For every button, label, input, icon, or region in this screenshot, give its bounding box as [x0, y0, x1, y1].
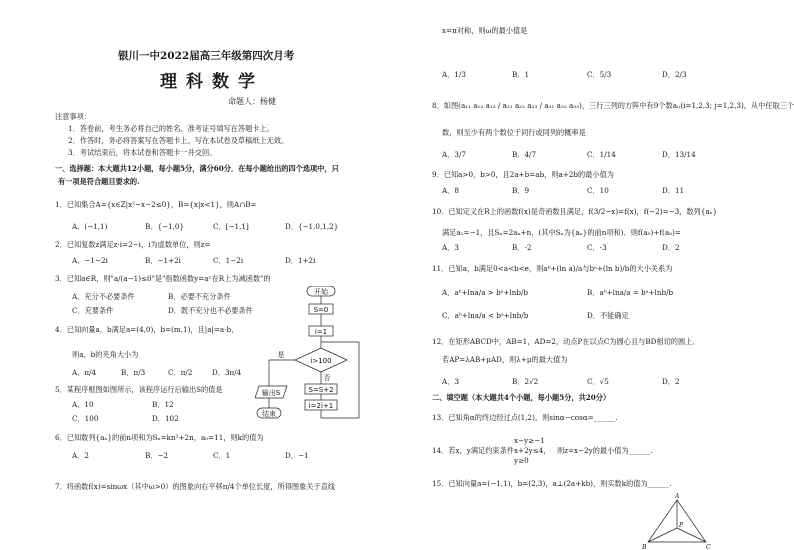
q4-option-c: C．π/2: [168, 368, 193, 377]
flow-condition-label: i>100: [310, 357, 332, 365]
question-13: 13．已知角α的终边经过点(1,2)，则sinα−cosα=______.: [432, 413, 618, 422]
note-2: 2．作答时，务必将答案写在答题卡上。写在本试卷及草稿纸上无效。: [68, 136, 289, 145]
q1-option-d: D．{−1,0,1,2}: [285, 222, 339, 231]
question-7-cont: x=π对称，则ω的最小值是: [442, 26, 528, 35]
q6-option-a: A．2: [72, 451, 89, 460]
flow-end-label: 结束: [262, 410, 276, 418]
q12-option-c: C．√5: [587, 377, 609, 386]
q7-option-d: D．2/3: [662, 70, 687, 79]
q14-constraint-1: x−y≥−1: [514, 436, 545, 445]
q3-option-c: C．充要条件: [72, 306, 114, 315]
question-10-cont: 满足a₁=−1，且Sₙ=2aₙ+n，(其中Sₙ为{aₙ}的前n项和)．则f(a₅)+f(a₆)=: [442, 228, 681, 237]
q1-option-c: C．[−1,1]: [213, 222, 249, 231]
q10-option-d: D．2: [662, 243, 680, 252]
question-9: 9．已知a>0，b>0，且2a+b=ab，则a+2b的最小值为: [432, 170, 614, 179]
q3-option-b: B．必要不充分条件: [168, 292, 231, 301]
question-12-cont: 若AP=λAB+μAD，则λ+μ的最大值为: [442, 355, 568, 364]
q9-option-a: A．8: [442, 186, 459, 195]
vertex-a-label: A: [675, 493, 680, 500]
question-5: 5．某程序框图如图所示，该程序运行后输出S的值是: [55, 385, 223, 394]
question-1: 1．已知集合A={x∈Z|x²−x−2≤0}，B={x|x<1}，则A∩B=: [55, 200, 257, 209]
right-column: [397, 0, 794, 550]
q11-option-b: B．aᵇ+lna/a = bᵃ+lnb/b: [587, 288, 674, 297]
q1-option-a: A．(−1,1): [72, 222, 108, 231]
flow-init-i-label: i=1: [314, 328, 328, 336]
q8-option-d: D．13/14: [662, 150, 696, 159]
q10-option-a: A．3: [442, 243, 459, 252]
flow-update-s-label: S=S+2: [308, 386, 334, 394]
q7-option-a: A．1/3: [442, 70, 466, 79]
q1-option-b: B．{−1,0}: [145, 222, 185, 231]
question-15: 15．已知向量a=(−1,1)，b=(2,3)，a⊥(2a+kb)，则实数k的值为______.: [432, 479, 672, 488]
question-8-cont: 数，则至少有两个数位于同行或同列的概率是: [442, 128, 586, 137]
q3-option-d: D．既不充分也不必要条件: [168, 306, 253, 315]
triangle-figure: [642, 492, 712, 550]
q12-option-a: A．3: [442, 377, 459, 386]
q14-constraint-2: x+2y≤4，: [514, 446, 551, 455]
school-title: 银川一中2022届高三年级第四次月考: [118, 50, 295, 62]
question-6: 6．已知数列{aₙ}的前n项和为Sₙ=kn²+2n，a₅=11，则k的值为: [55, 433, 264, 442]
q5-option-a: A．10: [72, 400, 94, 409]
flow-yes-label: 是: [277, 351, 285, 359]
q2-option-a: A．−1−2i: [72, 256, 108, 265]
q6-option-c: C．1: [213, 451, 231, 460]
q10-option-b: B．-2: [512, 243, 532, 252]
point-p-label: P: [679, 522, 684, 529]
q6-option-d: D．−1: [285, 451, 309, 460]
subject-title: 理科数学: [160, 72, 264, 92]
flow-start-label: 开始: [314, 288, 328, 296]
question-14-pre: 14．若x，y满足约束条件: [432, 446, 514, 455]
flow-update-i-label: i=2i+1: [308, 402, 334, 410]
q9-option-d: D．11: [662, 186, 685, 195]
question-7: 7．将函数f(x)=sinωx（其中ω>0）的图象向右平移π/4个单位长度，所得图象关于直线: [55, 482, 336, 491]
q8-option-c: C．1/14: [587, 150, 616, 159]
note-3: 3．考试结束后，将本试卷和答题卡一并交回。: [68, 148, 217, 157]
q2-option-b: B．−1+2i: [145, 256, 181, 265]
q4-option-b: B．π/3: [121, 368, 146, 377]
flow-init-s-label: S=0: [313, 306, 329, 314]
q11-option-c: C．aᵇ+lna/a < bᵃ+lnb/b: [442, 311, 529, 320]
question-11: 11．已知a，b满足0<a<b<e，则aᵇ+(ln a)/a与bᵃ+(ln b)/b的大小关系为: [432, 264, 673, 273]
q11-option-a: A．aᵇ+lna/a > bᵃ+lnb/b: [442, 288, 529, 297]
question-14-post: 则z=x−2y的最小值为______.: [557, 446, 653, 455]
q12-option-d: D．2: [662, 377, 680, 386]
q8-option-a: A．3/7: [442, 150, 466, 159]
question-4-cont: 则a，b的夹角大小为: [72, 350, 139, 359]
q14-constraint-3: y≥0: [514, 456, 529, 465]
vertex-b-label: B: [642, 544, 647, 550]
q9-option-b: B．9: [512, 186, 530, 195]
q9-option-c: C．10: [587, 186, 609, 195]
q11-option-d: D．不能确定: [587, 311, 629, 320]
question-4: 4．已知向量a，b满足a=(4,0)，b=(m,1)，且|a|=a·b，: [55, 325, 239, 334]
section1-heading-cont: 有一项是符合题目要求的.: [58, 177, 140, 186]
question-12: 12．在矩形ABCD中，AB=1，AD=2，动点P在以点C为圆心且与BD相切的圆上．: [432, 337, 700, 346]
question-8: 8．如图(a₁₁ a₁₂ a₁₃ / a₂₁ a₂₂ a₂₃ / a₃₁ a₃₂ a₃₃)，三行三列的方阵中有9个数aᵢⱼ(i=1,2,3; j=1,2,3)，从中任取三个: [432, 101, 794, 110]
flow-no-label: 否: [323, 374, 331, 382]
q3-option-a: A．充分不必要条件: [72, 292, 135, 301]
q8-option-b: B．4/7: [512, 150, 537, 159]
question-3: 3．已知a∈R，则"a/(a−1)≤0"是"指数函数y=aˣ在R上为减函数"的: [55, 274, 271, 283]
flow-output-label: 输出S: [261, 389, 281, 397]
vertex-c-label: C: [706, 544, 711, 550]
author: 命题人：杨健: [228, 97, 276, 106]
notes-heading: 注意事项：: [55, 112, 91, 121]
section2-heading: 二、填空题（本大题共4个小题，每小题5分，共20分）: [432, 393, 611, 402]
q4-option-a: A．π/4: [72, 368, 97, 377]
section1-heading: 一、选择题：本大题共12小题，每小题5分，满分60分．在每小题给出的四个选项中，只: [55, 164, 339, 173]
q12-option-b: B．2√2: [512, 377, 539, 386]
q6-option-b: B．−2: [145, 451, 169, 460]
question-2: 2．已知复数z满足z·i=2−i，i为虚数单位，则z=: [55, 240, 211, 249]
q5-option-d: D．102: [152, 414, 179, 423]
q7-option-c: C．5/3: [587, 70, 612, 79]
q5-option-c: C．100: [72, 414, 99, 423]
q7-option-b: B．1: [512, 70, 530, 79]
q2-option-c: C．1−2i: [213, 256, 244, 265]
q4-option-d: D．3π/4: [212, 368, 242, 377]
note-1: 1．答卷前，考生务必将自己的姓名、准考证号填写在答题卡上。: [68, 124, 274, 133]
flowchart: [255, 286, 365, 426]
q10-option-c: C．-3: [587, 243, 607, 252]
q2-option-d: D．1+2i: [285, 256, 316, 265]
question-10: 10．已知定义在R上的函数f(x)是奇函数且满足，f(3/2−x)=f(x)，f(−2)=−3，数列{aₙ}: [432, 207, 718, 216]
q5-option-b: B．12: [152, 400, 174, 409]
